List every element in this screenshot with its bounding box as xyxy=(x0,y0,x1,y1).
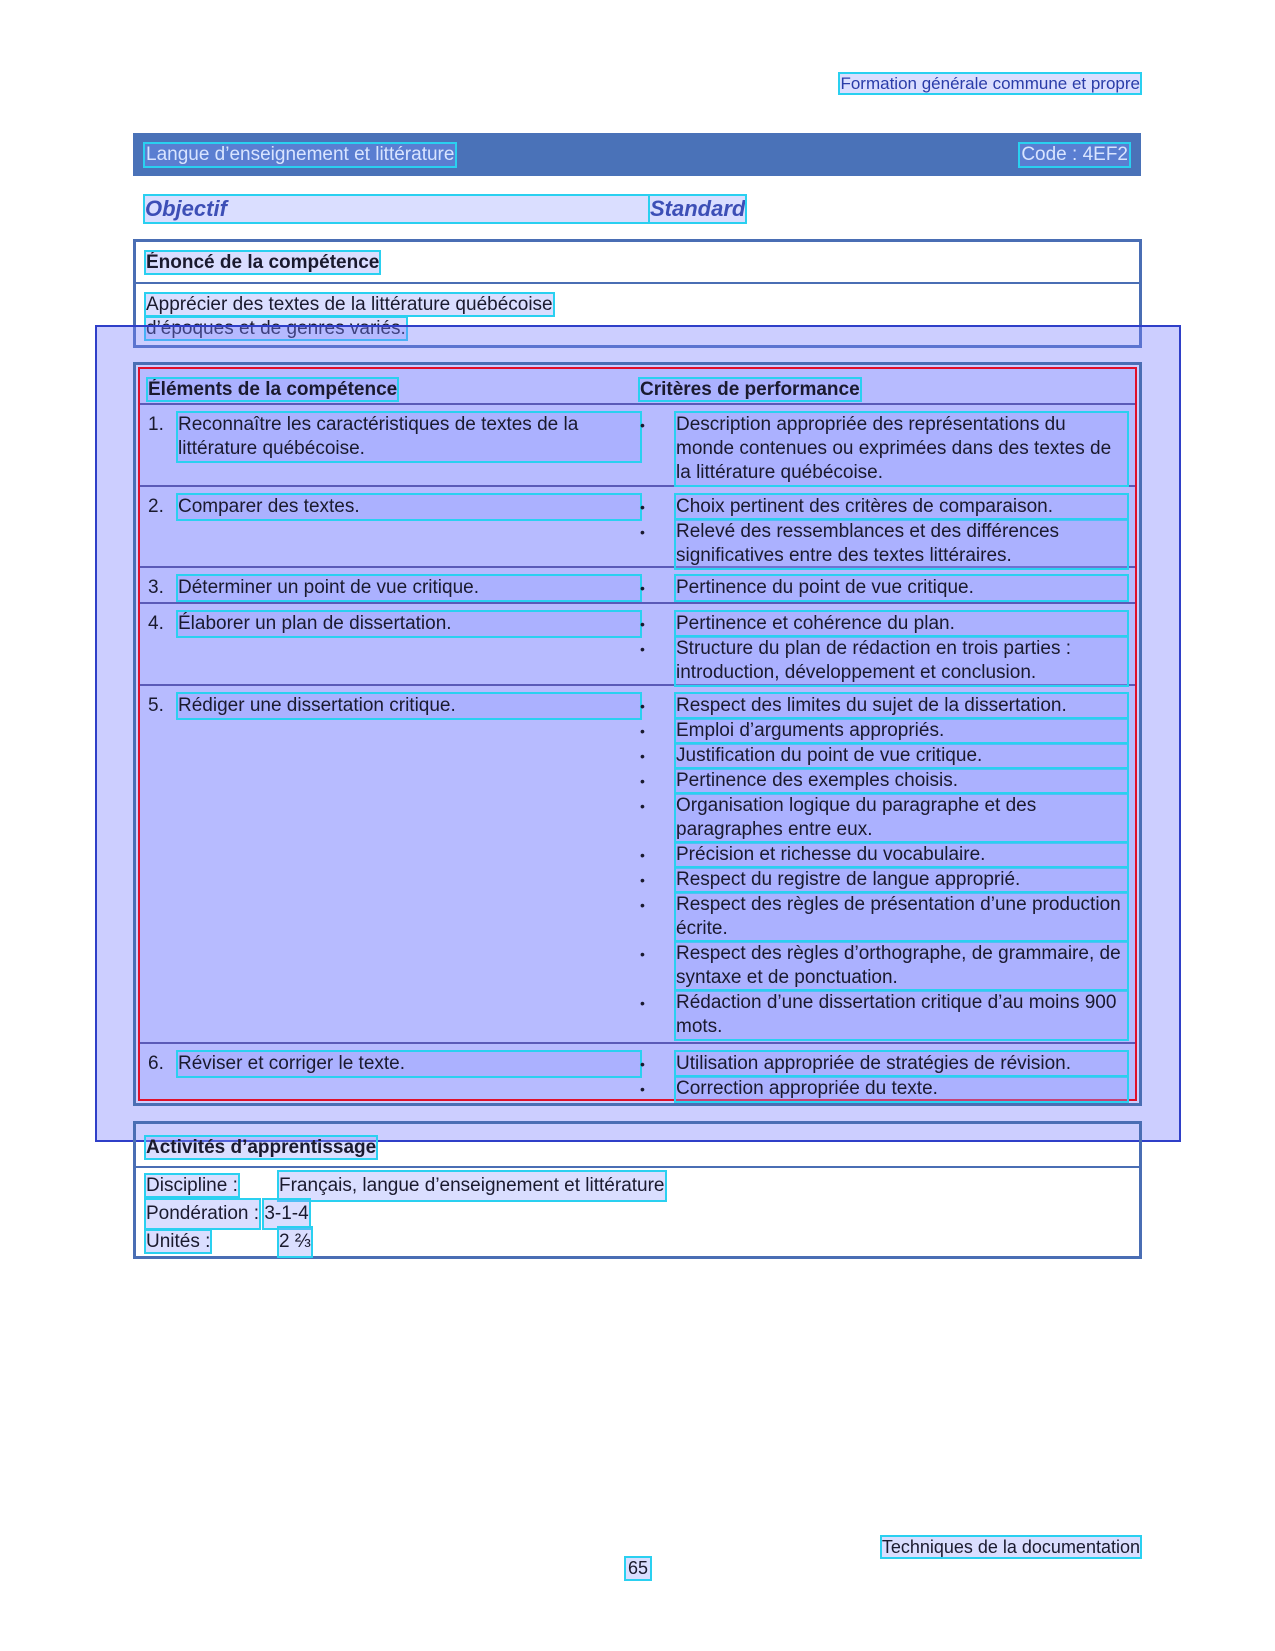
criterion-item xyxy=(640,1077,1127,1101)
element-text: Élaborer un plan de dissertation. xyxy=(178,612,640,636)
unites-label: Unités : xyxy=(146,1231,211,1252)
criterion-text: Pertinence du point de vue critique. xyxy=(676,576,1127,600)
ponderation-row xyxy=(136,1200,1139,1228)
course-code: Code : 4EF2 xyxy=(1021,143,1128,165)
criteria-cell xyxy=(640,487,1135,566)
discipline-label: Discipline : xyxy=(146,1175,238,1196)
competence-statement-line: d’époques et de genres variés. xyxy=(146,318,406,339)
table-row xyxy=(140,487,1135,568)
criterion-item xyxy=(640,893,1127,941)
element-text: Rédiger une dissertation critique. xyxy=(178,694,640,718)
bullet-icon: • xyxy=(640,698,645,714)
element-number: 3. xyxy=(148,577,164,598)
ponderation-value: 3-1-4 xyxy=(264,1200,308,1228)
element-cell xyxy=(140,1044,640,1099)
footer-program: Techniques de la documentation xyxy=(881,1537,1140,1557)
element-text: Comparer des textes. xyxy=(178,495,640,519)
criterion-text: Structure du plan de rédaction en trois parties : introduction, développement et conclusion. xyxy=(676,637,1127,685)
criterion-text: Pertinence des exemples choisis. xyxy=(676,769,1127,793)
discipline-banner xyxy=(133,133,1141,176)
table-row xyxy=(140,405,1135,487)
unites-row xyxy=(136,1228,1139,1256)
column-header-elements: Éléments de la compétence xyxy=(148,379,398,400)
standard-label: Standard xyxy=(650,196,746,221)
table-header-row xyxy=(140,369,1135,405)
criterion-item xyxy=(640,1052,1127,1076)
criterion-text: Utilisation appropriée de stratégies de révision. xyxy=(676,1052,1127,1076)
criterion-text: Emploi d’arguments appropriés. xyxy=(676,719,1127,743)
bullet-icon: • xyxy=(640,1056,645,1072)
column-header-criteria: Critères de performance xyxy=(640,379,860,400)
criterion-text: Justification du point de vue critique. xyxy=(676,744,1127,768)
criterion-item xyxy=(640,520,1127,568)
learning-activities-box xyxy=(133,1121,1142,1259)
bullet-icon: • xyxy=(640,897,645,913)
bullet-icon: • xyxy=(640,616,645,632)
criterion-text: Respect des règles d’orthographe, de grammaire, de syntaxe et de ponctuation. xyxy=(676,942,1127,990)
element-number: 5. xyxy=(148,695,164,716)
competence-table xyxy=(133,362,1142,1106)
discipline-row xyxy=(136,1172,1139,1200)
bullet-icon: • xyxy=(640,748,645,764)
criterion-item xyxy=(640,991,1127,1039)
element-text: Déterminer un point de vue critique. xyxy=(178,576,640,600)
criterion-text: Pertinence et cohérence du plan. xyxy=(676,612,1127,636)
criterion-item xyxy=(640,769,1127,793)
table-row xyxy=(140,604,1135,686)
bullet-icon: • xyxy=(640,417,645,433)
criterion-item xyxy=(640,942,1127,990)
bullet-icon: • xyxy=(640,524,645,540)
bullet-icon: • xyxy=(640,946,645,962)
criterion-item xyxy=(640,719,1127,743)
element-cell xyxy=(140,405,640,485)
criterion-item xyxy=(640,612,1127,636)
criterion-text: Précision et richesse du vocabulaire. xyxy=(676,843,1127,867)
criterion-text: Organisation logique du paragraphe et des paragraphes entre eux. xyxy=(676,794,1127,842)
criteria-cell xyxy=(640,1044,1135,1099)
criterion-text: Respect du registre de langue approprié. xyxy=(676,868,1127,892)
criterion-text: Rédaction d’une dissertation critique d’au moins 900 mots. xyxy=(676,991,1127,1039)
criterion-item xyxy=(640,694,1127,718)
bullet-icon: • xyxy=(640,499,645,515)
header-program: Formation générale commune et propre xyxy=(840,74,1140,93)
table-row xyxy=(140,568,1135,604)
element-cell xyxy=(140,568,640,602)
bullet-icon: • xyxy=(640,995,645,1011)
learning-activities-heading: Activités d’apprentissage xyxy=(146,1137,377,1158)
criterion-item xyxy=(640,495,1127,519)
criterion-text: Relevé des ressemblances et des différences significatives entre des textes littéraires. xyxy=(676,520,1127,568)
element-number: 6. xyxy=(148,1053,164,1074)
competence-table-selection xyxy=(138,367,1137,1101)
bullet-icon: • xyxy=(640,798,645,814)
bullet-icon: • xyxy=(640,773,645,789)
criterion-text: Respect des limites du sujet de la dissertation. xyxy=(676,694,1127,718)
criterion-text: Choix pertinent des critères de comparaison. xyxy=(676,495,1127,519)
criterion-item xyxy=(640,843,1127,867)
competence-statement-line: Apprécier des textes de la littérature québécoise xyxy=(146,294,553,315)
criterion-text: Respect des règles de présentation d’une production écrite. xyxy=(676,893,1127,941)
element-cell xyxy=(140,604,640,684)
element-number: 2. xyxy=(148,496,164,517)
criterion-item xyxy=(640,868,1127,892)
criteria-cell xyxy=(640,604,1135,684)
criterion-item xyxy=(640,413,1127,485)
table-row xyxy=(140,1044,1135,1099)
element-text: Reconnaître les caractéristiques de textes de la littérature québécoise. xyxy=(178,413,640,461)
element-number: 1. xyxy=(148,414,164,435)
element-number: 4. xyxy=(148,613,164,634)
criteria-cell xyxy=(640,405,1135,485)
criteria-cell xyxy=(640,568,1135,602)
bullet-icon: • xyxy=(640,723,645,739)
element-cell xyxy=(140,487,640,566)
discipline-value: Français, langue d’enseignement et littérature xyxy=(279,1172,665,1200)
bullet-icon: • xyxy=(640,1081,645,1097)
ponderation-label: Pondération : xyxy=(146,1200,259,1228)
table-row xyxy=(140,686,1135,1044)
element-cell xyxy=(140,686,640,1042)
bullet-icon: • xyxy=(640,580,645,596)
bullet-icon: • xyxy=(640,872,645,888)
bullet-icon: • xyxy=(640,847,645,863)
criterion-item xyxy=(640,794,1127,842)
criterion-text: Correction appropriée du texte. xyxy=(676,1077,1127,1101)
unites-value: 2 ⅔ xyxy=(279,1228,311,1256)
competence-statement-heading: Énoncé de la compétence xyxy=(146,252,380,273)
element-text: Réviser et corriger le texte. xyxy=(178,1052,640,1076)
criterion-item xyxy=(640,744,1127,768)
objective-label: Objectif xyxy=(145,196,648,222)
bullet-icon: • xyxy=(640,641,645,657)
criterion-item xyxy=(640,576,1127,600)
discipline-title: Langue d’enseignement et littérature xyxy=(146,143,455,165)
page-number: 65 xyxy=(627,1558,649,1578)
criterion-item xyxy=(640,637,1127,685)
criterion-text: Description appropriée des représentations du monde contenues ou exprimées dans des textes de la littérature québécoise. xyxy=(676,413,1127,485)
criteria-cell xyxy=(640,686,1135,1042)
